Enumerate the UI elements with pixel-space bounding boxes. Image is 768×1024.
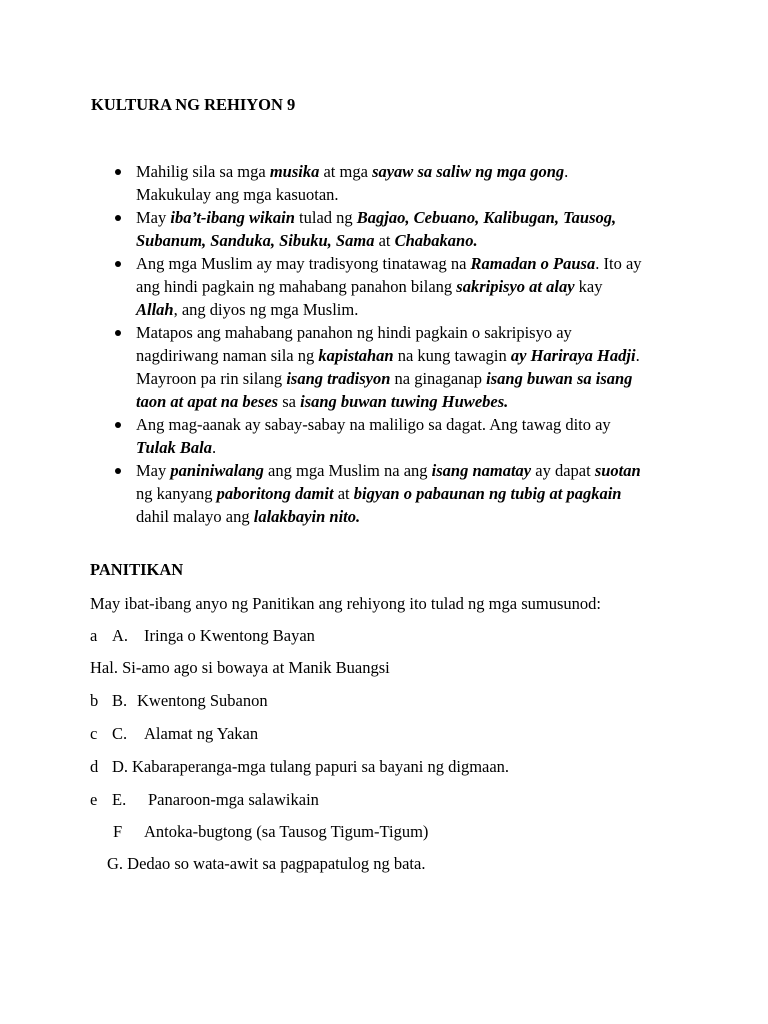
- body-text: tulad ng: [294, 208, 357, 227]
- bullet-icon: [115, 169, 121, 175]
- list-item: a A. Iringa o Kwentong Bayan: [90, 626, 315, 645]
- body-text: ang mga Muslim na ang: [263, 461, 432, 480]
- body-text: kay: [574, 277, 603, 296]
- emphasis-text: Ramadan o Pausa: [470, 254, 596, 273]
- culture-bullet-list: [88, 160, 688, 528]
- body-text: Mayroon pa rin silang: [136, 369, 287, 388]
- body-text: , ang diyos ng mga Muslim.: [173, 300, 359, 319]
- body-text: at: [333, 484, 354, 503]
- emphasis-text: musika: [269, 162, 320, 181]
- body-text: Ang mag-aanak ay sabay-sabay na maliligo sa dagat. Ang tawag dito ay: [136, 415, 611, 434]
- emphasis-text: paniniwalang: [170, 461, 264, 480]
- body-text: Mahilig sila sa mga: [136, 162, 270, 181]
- bullet-item: [88, 252, 688, 321]
- emphasis-text: iba’t-ibang wikain: [170, 208, 295, 227]
- emphasis-text: Allah: [136, 300, 174, 319]
- body-text: na kung tawagin: [393, 346, 511, 365]
- bullet-item: [88, 413, 688, 459]
- body-text: .: [635, 346, 640, 365]
- bullet-item: [88, 160, 688, 206]
- example-line: Hal. Si-amo ago si bowaya at Manik Buangsi: [90, 658, 390, 677]
- body-text: at mga: [319, 162, 373, 181]
- emphasis-text: isang namatay: [431, 461, 532, 480]
- emphasis-text: kapistahan: [318, 346, 394, 365]
- body-text: May: [136, 208, 171, 227]
- emphasis-text: Chabakano.: [394, 231, 478, 250]
- emphasis-text: lalakbayin nito.: [253, 507, 361, 526]
- emphasis-text: ay Hariraya Hadji: [510, 346, 636, 365]
- body-text: na ginaganap: [390, 369, 487, 388]
- bullet-item: [88, 206, 688, 252]
- emphasis-text: sayaw sa saliw ng mga gong: [372, 162, 565, 181]
- emphasis-text: bigyan o pabaunan ng tubig at pagkain: [353, 484, 622, 503]
- body-text: ay dapat: [531, 461, 595, 480]
- body-text: . Ito ay: [595, 254, 642, 273]
- list-item: b B. Kwentong Subanon: [90, 691, 268, 710]
- emphasis-text: paboritong damit: [216, 484, 334, 503]
- list-item: F Antoka-bugtong (sa Tausog Tigum-Tigum): [113, 822, 429, 841]
- bullet-item: [88, 321, 688, 413]
- body-text: Matapos ang mahabang panahon ng hindi pagkain o sakripisyo ay: [136, 323, 572, 342]
- body-text: .: [211, 438, 217, 457]
- emphasis-text: suotan: [594, 461, 641, 480]
- list-item: c C. Alamat ng Yakan: [90, 724, 259, 743]
- emphasis-text: Tulak Bala: [136, 438, 212, 457]
- body-text: ang hindi pagkain ng mahabang panahon bilang: [136, 277, 457, 296]
- bullet-icon: [115, 215, 121, 221]
- panitikan-heading: PANITIKAN: [90, 560, 184, 579]
- emphasis-text: Subanum, Sanduka, Sibuku, Sama: [136, 231, 375, 250]
- body-text: at: [374, 231, 395, 250]
- emphasis-text: isang buwan tuwing Huwebes.: [300, 392, 509, 411]
- emphasis-text: isang tradisyon: [286, 369, 391, 388]
- bullet-icon: [115, 422, 121, 428]
- body-text: nagdiriwang naman sila ng: [136, 346, 319, 365]
- document-title: KULTURA NG REHIYON 9: [91, 95, 296, 114]
- bullet-item: [88, 459, 688, 528]
- body-text: dahil malayo ang: [136, 507, 254, 526]
- bullet-icon: [115, 330, 121, 336]
- emphasis-text: isang buwan sa isang: [486, 369, 633, 388]
- list-item: G. Dedao so wata-awit sa pagpapatulog ng bata.: [107, 854, 426, 873]
- panitikan-intro: May ibat-ibang anyo ng Panitikan ang rehiyong ito tulad ng mga sumusunod:: [90, 594, 601, 613]
- body-text: Ang mga Muslim ay may tradisyong tinatawag na: [136, 254, 471, 273]
- body-text: .: [564, 162, 569, 181]
- emphasis-text: sakripisyo at alay: [456, 277, 575, 296]
- body-text: ng kanyang: [136, 484, 217, 503]
- list-item: d D. Kabaraperanga-mga tulang papuri sa bayani ng digmaan.: [90, 757, 510, 776]
- bullet-icon: [115, 468, 121, 474]
- bullet-icon: [115, 261, 121, 267]
- body-text: Makukulay ang mga kasuotan.: [136, 185, 339, 204]
- body-text: May: [136, 461, 171, 480]
- emphasis-text: Bagjao, Cebuano, Kalibugan, Tausog,: [356, 208, 617, 227]
- list-item: e E. Panaroon-mga salawikain: [90, 790, 319, 809]
- emphasis-text: taon at apat na beses: [136, 392, 279, 411]
- body-text: sa: [278, 392, 301, 411]
